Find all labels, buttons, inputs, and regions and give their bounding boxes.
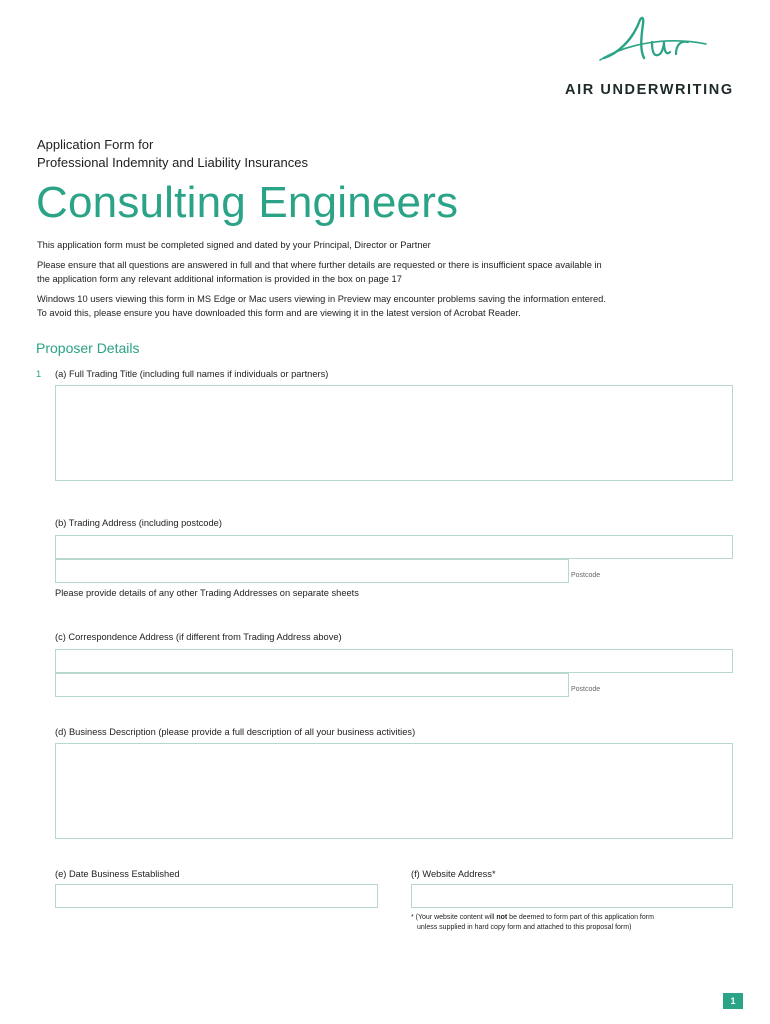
website-footnote [411,913,741,933]
website-address-field[interactable] [411,884,733,908]
question-d-label: (d) Business Description (please provide a full description of all your business activities) [55,727,416,737]
air-logo-mark [596,14,716,74]
correspondence-address-line-1-field[interactable] [55,649,733,673]
brand-logo [560,14,740,102]
correspondence-postcode-field[interactable] [568,673,734,697]
trading-postcode-label: Postcode [571,572,601,579]
question-number: 1 [36,369,42,379]
form-subtitle [37,136,308,172]
footnote-text-bold: not [496,914,508,921]
trading-title-field[interactable] [55,385,733,481]
brand-name: AIR UNDERWRITING [565,82,734,98]
intro-paragraph-3b: To avoid this, please ensure you have downloaded this form and are viewing it in the latest version of Acrobat Reader. [37,308,521,318]
footnote-text-post: be deemed to form part of this application form [507,914,654,921]
page-number-badge: 1 [723,993,743,1009]
question-e-label: (e) Date Business Established [55,869,180,879]
section-title: Proposer Details [36,340,140,356]
trading-address-line-2-field[interactable] [55,559,733,583]
correspondence-address-line-2-field[interactable] [55,673,733,697]
question-f-label: (f) Website Address* [411,869,496,879]
intro-paragraph-2a: Please ensure that all questions are answered in full and that where further details are requested or there is insufficient space available in [37,260,602,270]
subtitle-line-1: Application Form for [37,137,154,152]
correspondence-postcode-label: Postcode [571,686,601,693]
question-c-label: (c) Correspondence Address (if different from Trading Address above) [55,632,342,642]
trading-address-note: Please provide details of any other Trading Addresses on separate sheets [55,588,359,598]
page-title: Consulting Engineers [36,178,459,227]
question-b-label: (b) Trading Address (including postcode) [55,518,222,528]
intro-paragraph-1: This application form must be completed signed and dated by your Principal, Director or Partner [37,240,431,250]
date-established-field[interactable] [55,884,378,908]
footnote-line-2: unless supplied in hard copy form and attached to this proposal form) [417,924,632,931]
trading-postcode-field[interactable] [568,559,734,583]
subtitle-line-2: Professional Indemnity and Liability Insurances [37,155,308,170]
trading-address-line-1-field[interactable] [55,535,733,559]
intro-paragraph-2b: the application form any relevant additional information is provided in the box on page 17 [37,274,402,284]
question-a-label: (a) Full Trading Title (including full names if individuals or partners) [55,369,329,379]
business-description-field[interactable] [55,743,733,839]
intro-paragraph-3a: Windows 10 users viewing this form in MS Edge or Mac users viewing in Preview may encounter problems saving the information entered. [37,294,606,304]
footnote-text-pre: * (Your website content will [411,914,497,921]
